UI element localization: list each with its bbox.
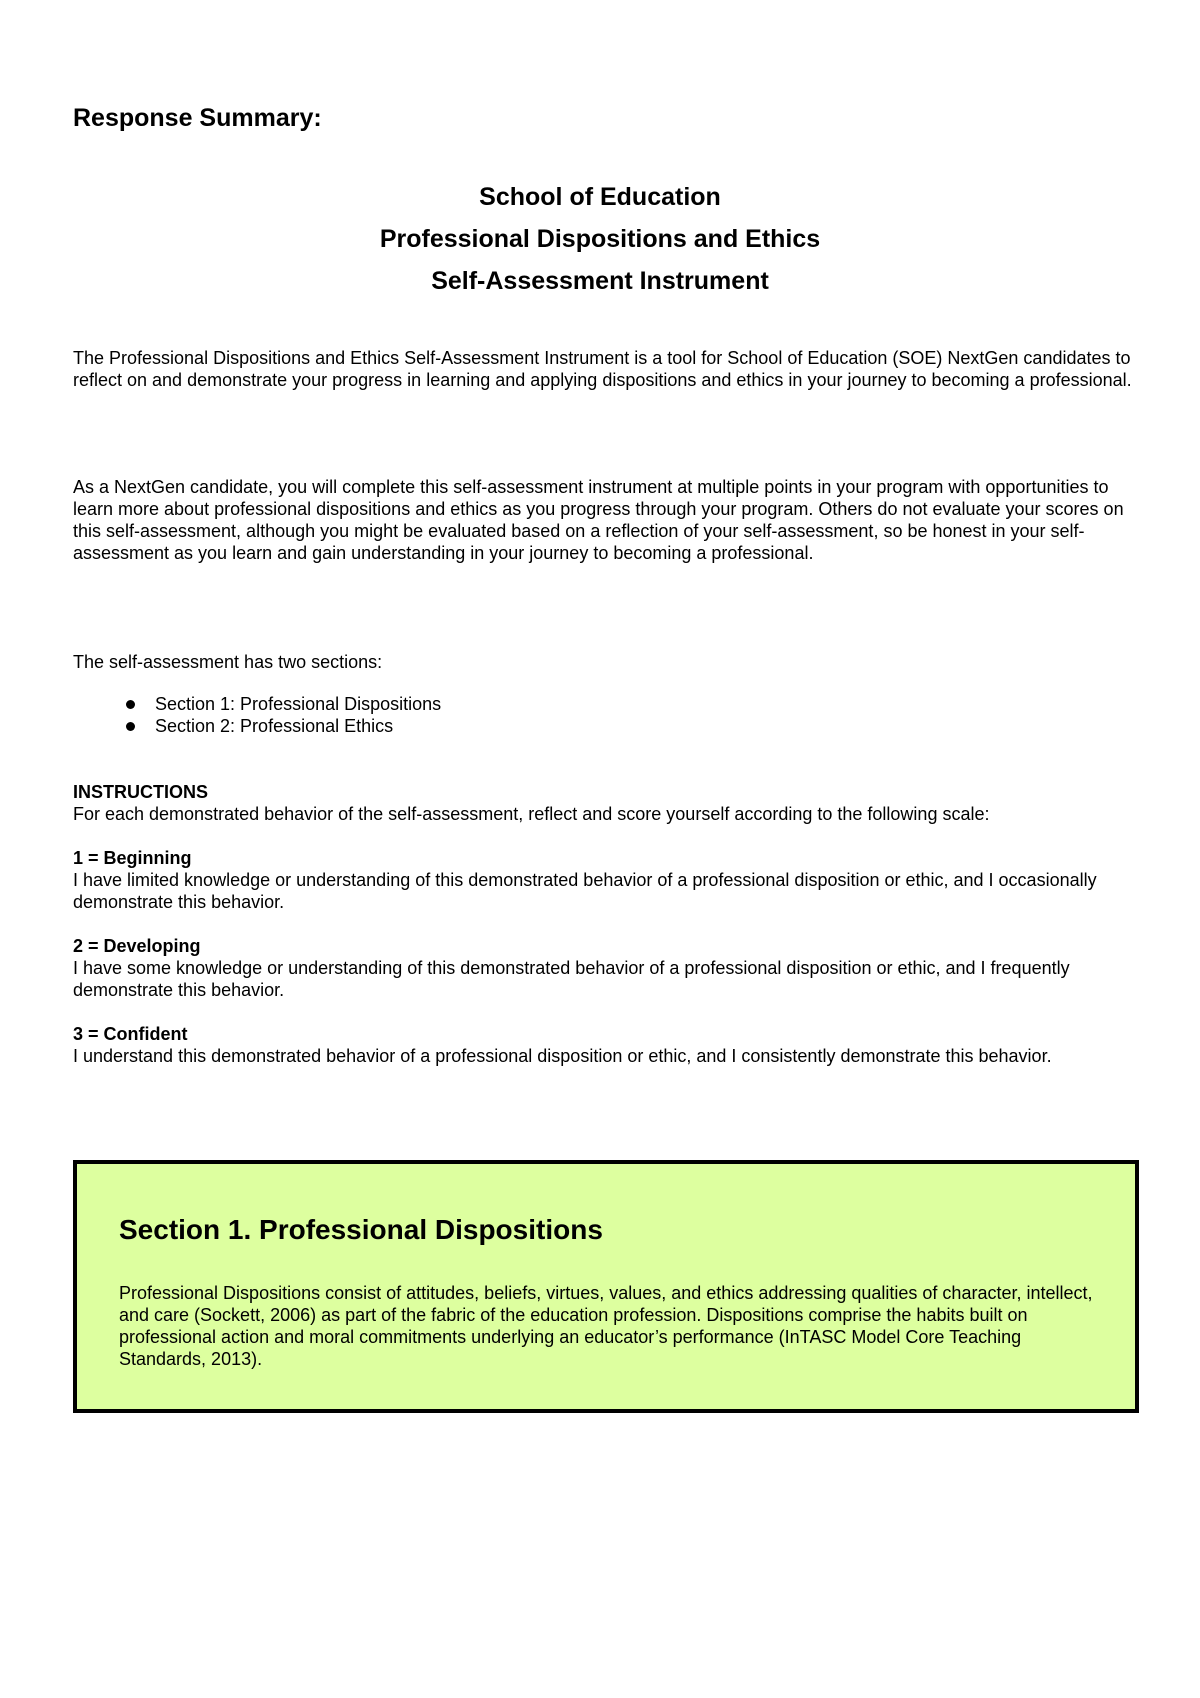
title-line-school: School of Education [479,183,721,211]
scale-description: I have limited knowledge or understanding of this demonstrated behavior of a professional disposition or ethic, and I occasionally demonstrate this behavior. [73,870,1097,912]
scale-description: I understand this demonstrated behavior of a professional disposition or ethic, and I consistently demonstrate this behavior. [73,1046,1052,1066]
document-title [0,176,1200,302]
instructions-heading: INSTRUCTIONS [73,782,208,802]
list-item-text: Section 2: Professional Ethics [155,716,394,736]
scale-item-beginning [73,847,1143,913]
instructions-block [73,781,1143,1067]
list-item-text: Section 1: Professional Dispositions [155,694,442,714]
sections-lead: The self-assessment has two sections: [73,652,383,672]
intro-paragraph-2: As a NextGen candidate, you will complete this self-assessment instrument at multiple points in your program with opportunities to learn more about professional dispositions and ethics as you progress through your program. Others do not evaluate your scores on this self-assessment, although you might be evaluated based on a reflection of your self-assessment, so be honest in your self-assessment as you learn and gain understanding in your journey to becoming a professional. [73,477,1124,563]
section1-description: Professional Dispositions consist of attitudes, beliefs, virtues, values, and ethics addressing qualities of character, intellect, and care (Sockett, 2006) as part of the fabric of the education profession. Dispositions comprise the habits built on professional action and moral commitments underlying an educator’s performance (InTASC Model Core Teaching Standards, 2013). [119,1283,1093,1369]
intro-paragraph-1: The Professional Dispositions and Ethics Self-Assessment Instrument is a tool for School of Education (SOE) NextGen candidates to reflect on and demonstrate your progress in learning and applying dispositions and ethics in your journey to becoming a professional. [73,348,1132,390]
scale-label: 1 = Beginning [73,848,192,868]
bullet-icon [126,722,135,731]
sections-list [126,693,441,737]
bullet-icon [126,700,135,709]
section1-title: Section 1. Professional Dispositions [119,1214,603,1245]
scale-item-developing [73,935,1143,1001]
list-item [126,715,441,737]
response-summary-heading: Response Summary: [73,104,322,132]
instructions-text: For each demonstrated behavior of the self-assessment, reflect and score yourself according to the following scale: [73,804,990,824]
scale-description: I have some knowledge or understanding of this demonstrated behavior of a professional disposition or ethic, and I frequently demonstrate this behavior. [73,958,1070,1000]
list-item [126,693,441,715]
scale-item-confident [73,1023,1143,1067]
title-line-instrument: Self-Assessment Instrument [431,267,769,295]
scale-label: 2 = Developing [73,936,201,956]
scale-label: 3 = Confident [73,1024,188,1044]
section1-box [73,1160,1139,1413]
title-line-subject: Professional Dispositions and Ethics [379,225,821,253]
